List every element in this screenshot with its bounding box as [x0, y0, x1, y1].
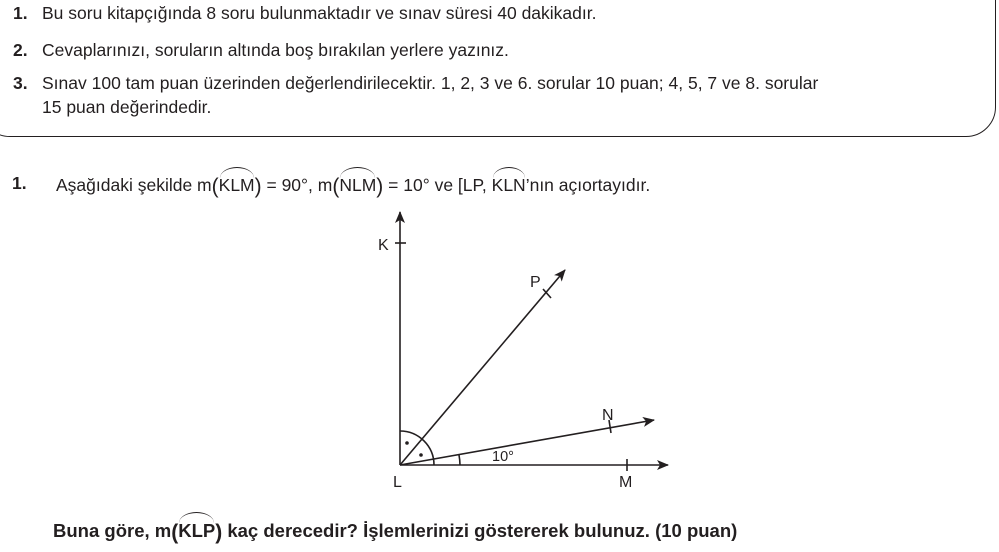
instruction-number: 1. — [13, 3, 28, 23]
instruction-number: 2. — [13, 40, 28, 60]
instruction-text: 15 puan değerindedir. — [42, 97, 212, 117]
prompt-text-part: Buna göre, m — [53, 520, 172, 541]
angle-arc-nlm — [459, 455, 460, 465]
question-text-part: ’nın açıortayıdır. — [525, 175, 651, 195]
ray-lp — [400, 270, 565, 465]
instruction-text: Sınav 100 tam puan üzerinden değerlendirilecektir. 1, 2, 3 ve 6. sorular 10 puan; 4, 5, 7 ve 8. sorular — [42, 73, 819, 93]
ray-ln — [400, 420, 654, 465]
question-text-part: Aşağıdaki şekilde m — [56, 175, 212, 195]
instruction-text: Cevaplarınızı, soruların altında boş bırakılan yerlere yazınız. — [42, 40, 509, 60]
question-1-prompt: Buna göre, m(KLP) kaç derecedir? İşlemlerinizi göstererek bulunuz. (10 puan) — [53, 520, 738, 544]
label-m: M — [619, 474, 633, 491]
question-text-part: = 10° ve [LP, — [383, 175, 492, 195]
label-l: L — [393, 474, 402, 491]
label-n: N — [602, 407, 614, 424]
bisector-dot — [419, 453, 423, 457]
angle-label-10: 10° — [492, 449, 514, 465]
angle-symbol: NLM — [339, 175, 377, 195]
label-p: P — [530, 274, 541, 291]
angle-symbol: KLN — [491, 175, 526, 195]
instruction-number: 3. — [13, 73, 28, 93]
label-k: K — [378, 237, 389, 254]
angle-symbol: KLP — [178, 520, 216, 541]
instruction-text: Bu soru kitapçığında 8 soru bulunmaktadır ve sınav süresi 40 dakikadır. — [42, 3, 597, 23]
question-text-part: = 90°, m — [261, 175, 333, 195]
prompt-text-part: kaç derecedir? İşlemlerinizi göstererek bulunuz. (10 puan) — [222, 520, 738, 541]
angle-symbol: KLM — [218, 175, 255, 195]
question-number: 1. — [12, 173, 27, 193]
question-text: Aşağıdaki şekilde m(KLM) = 90°, m(NLM) = 10° ve [LP, KLN’nın açıortayıdır. — [56, 175, 651, 198]
bisector-dot — [405, 441, 409, 445]
